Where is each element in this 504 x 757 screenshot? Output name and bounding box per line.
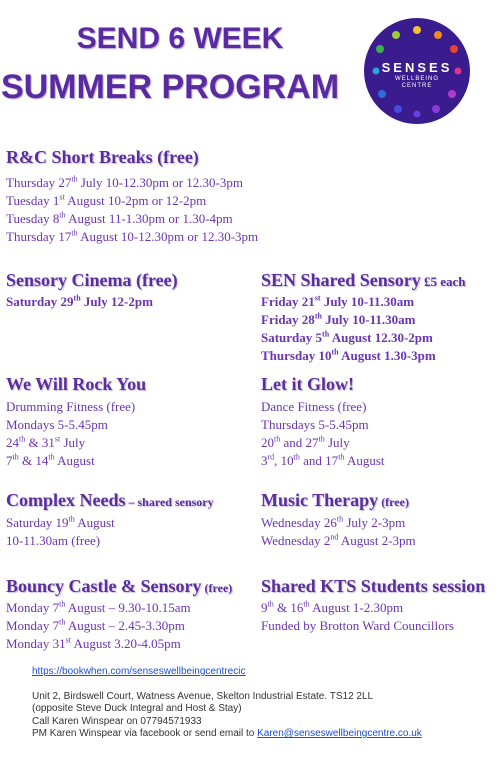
cinema-heading: Sensory Cinema (free): [6, 270, 178, 290]
rock-heading: We Will Rock You: [6, 374, 147, 394]
glow-line: 3rd, 10th and 17th August: [261, 452, 385, 468]
section-sensory-cinema: [6, 270, 178, 311]
shared-line: Friday 21st July 10-11.30am: [261, 293, 415, 309]
section-rc-short-breaks: [6, 147, 258, 246]
kts-line: Funded by Brotton Ward Councillors: [261, 618, 454, 633]
email-line: PM Karen Winspear via facebook or send email to Karen@senseswellbeingcentre.co.uk: [32, 728, 422, 739]
rc-line: Tuesday 8th August 11-1.30pm or 1.30-4pm: [6, 210, 233, 226]
booking-link[interactable]: https://bookwhen.com/senseswellbeingcentrecic: [32, 666, 246, 677]
logo-brand: SENSES: [381, 60, 453, 75]
glow-line: 20th and 27th July: [261, 434, 350, 450]
section-sen-shared-sensory: [261, 270, 466, 365]
title-line-1: SEND 6 WEEK: [76, 22, 284, 55]
glow-line: Thursdays 5-5.45pm: [261, 417, 369, 432]
rock-line: Mondays 5-5.45pm: [6, 417, 108, 432]
cinema-line: Saturday 29th July 12-2pm: [6, 293, 153, 309]
shared-line: Friday 28th July 10-11.30am: [261, 311, 416, 327]
footer-contact: [32, 666, 422, 741]
logo-subtitle: WELLBEING CENTRE: [394, 76, 439, 89]
glow-line: Dance Fitness (free): [261, 399, 367, 414]
shared-line: Thursday 10th August 1.30-3pm: [261, 347, 436, 363]
shared-line: Saturday 5th August 12.30-2pm: [261, 329, 433, 345]
shared-heading: SEN Shared Sensory £5 each: [261, 270, 466, 290]
kts-heading: Shared KTS Students session: [261, 576, 486, 596]
section-complex-needs: [6, 490, 214, 550]
music-heading: Music Therapy (free): [261, 490, 409, 510]
complex-line: Saturday 19th August: [6, 514, 115, 530]
complex-line: 10-11.30am (free): [6, 533, 101, 548]
section-let-it-glow: [261, 374, 385, 470]
rc-heading: R&C Short Breaks (free): [6, 147, 199, 167]
kts-line: 9th & 16th August 1-2.30pm: [261, 599, 404, 615]
rc-line: Thursday 17th August 10-12.30pm or 12.30-3pm: [6, 228, 259, 244]
phone-line: Call Karen Winspear on 07794571933: [32, 715, 202, 727]
section-bouncy-castle: [6, 576, 232, 653]
section-we-will-rock-you: [6, 374, 146, 470]
email-link[interactable]: Karen@senseswellbeingcentre.co.uk: [257, 728, 422, 739]
rc-line: Thursday 27th July 10-12.30pm or 12.30-3pm: [6, 174, 243, 190]
rock-line: 24th & 31st July: [6, 434, 86, 450]
section-shared-kts: [261, 576, 485, 635]
section-music-therapy: [261, 490, 416, 550]
senses-logo: [364, 18, 470, 124]
bouncy-heading: Bouncy Castle & Sensory (free): [6, 576, 233, 596]
address-note: (opposite Steve Duck Integral and Host & Stay): [32, 703, 242, 714]
rc-line: Tuesday 1st August 10-2pm or 12-2pm: [6, 192, 207, 208]
music-line: Wednesday 2nd August 2-3pm: [261, 532, 416, 548]
rock-line: Drumming Fitness (free): [6, 399, 136, 414]
title-line-2: SUMMER PROGRAM: [0, 68, 340, 106]
bouncy-line: Monday 7th August – 2.45-3.30pm: [6, 617, 185, 633]
address-line: Unit 2, Birdswell Court, Watness Avenue, Skelton Industrial Estate. TS12 2LL: [32, 690, 374, 702]
rock-line: 7th & 14th August: [6, 452, 95, 468]
music-line: Wednesday 26th July 2-3pm: [261, 514, 406, 530]
glow-heading: Let it Glow!: [261, 374, 354, 394]
bouncy-line: Monday 31st August 3.20-4.05pm: [6, 635, 181, 651]
bouncy-line: Monday 7th August – 9.30-10.15am: [6, 599, 191, 615]
complex-heading: Complex Needs – shared sensory: [6, 490, 214, 510]
